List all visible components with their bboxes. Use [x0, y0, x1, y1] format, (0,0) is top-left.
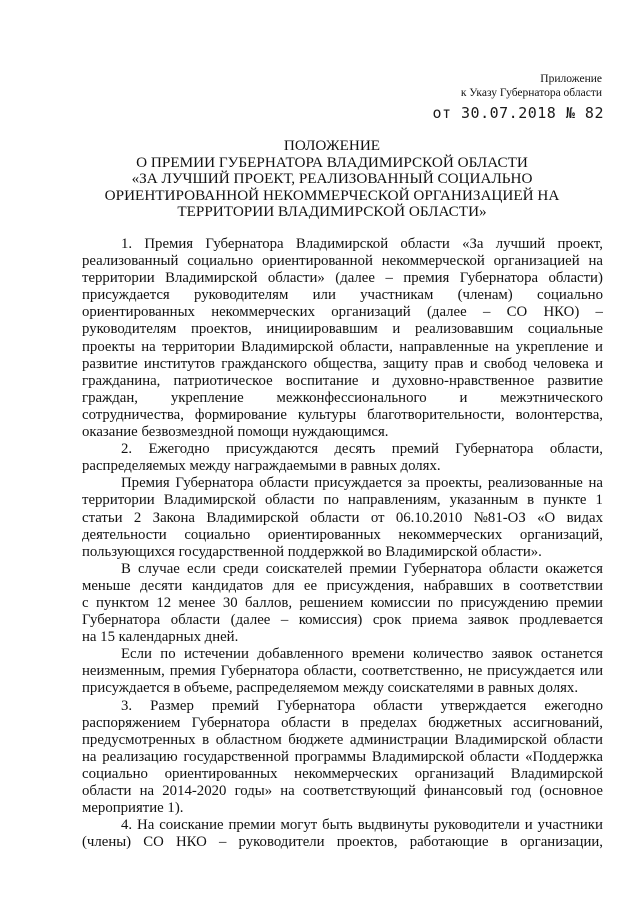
word: баллов, — [245, 594, 293, 611]
word: присуждаются — [225, 441, 318, 458]
word: общества, — [313, 355, 377, 372]
word: организаций — [414, 765, 495, 782]
word: Владимирской — [454, 731, 547, 748]
word: на — [494, 338, 510, 355]
word: 2. — [121, 441, 133, 458]
text-line — [82, 715, 603, 732]
word: организаций, — [519, 526, 603, 543]
word: соискателей — [265, 560, 343, 577]
paragraph — [82, 646, 603, 697]
word: не — [467, 663, 483, 680]
text-line — [82, 834, 603, 851]
paragraph — [82, 236, 603, 441]
title-line: ПОЛОЖЕНИЕ — [283, 137, 381, 154]
word: комиссия) — [298, 612, 363, 629]
word: количество — [412, 646, 484, 663]
word: присуждается — [487, 663, 575, 680]
word: 06.10.2010 — [395, 509, 463, 526]
word: НКО — [175, 834, 207, 851]
text-line — [82, 236, 603, 253]
text-line — [82, 287, 603, 304]
word: бюджетных — [428, 714, 502, 731]
word: добавленного — [257, 646, 344, 663]
word: ориентированных — [164, 765, 278, 782]
word: территории — [82, 492, 155, 509]
word: СО — [506, 304, 528, 321]
word: территории — [82, 270, 155, 287]
word: премии — [228, 817, 276, 834]
word: области — [373, 697, 423, 714]
word: Губернатора — [276, 697, 356, 714]
word: благотворительности, — [367, 406, 505, 423]
word: решением — [299, 594, 364, 611]
word: гражданина, — [82, 372, 161, 389]
word: В — [121, 560, 131, 577]
text-line — [82, 732, 603, 749]
word: области — [265, 492, 315, 509]
word: присуждению — [460, 594, 549, 611]
paragraph — [82, 441, 603, 475]
word: участникам — [360, 287, 434, 304]
word: утверждается — [440, 697, 527, 714]
word: области, — [303, 663, 357, 680]
word: На — [137, 817, 155, 834]
text-line — [82, 390, 603, 407]
text-line: мероприятие 1). — [82, 800, 184, 817]
word: меньше — [82, 577, 131, 594]
word: премии — [555, 594, 603, 611]
word: годы» — [234, 783, 273, 799]
text-line — [82, 441, 603, 458]
word: проектов, — [336, 834, 398, 851]
word: области — [488, 560, 539, 577]
word: реализовавшим — [414, 321, 514, 338]
word: области — [469, 748, 520, 765]
word: или — [579, 663, 603, 680]
paragraph — [82, 817, 603, 851]
word: области, — [339, 338, 393, 355]
word: прав — [434, 355, 464, 372]
word: (членам) — [457, 287, 513, 304]
word: с — [82, 594, 89, 611]
word: реализованные — [487, 475, 583, 492]
word: и — [595, 355, 603, 372]
word: 4. — [121, 817, 133, 834]
word: защиту — [382, 355, 429, 372]
text-line — [82, 595, 603, 612]
word: области» — [267, 270, 325, 287]
word: неизменным, — [82, 663, 165, 680]
word: Губернатора — [82, 612, 161, 629]
word: проекты, — [425, 475, 483, 492]
word: 30 — [222, 594, 238, 611]
text-line — [82, 612, 603, 629]
word: год — [510, 783, 532, 799]
word: в — [527, 492, 535, 509]
word: для — [272, 577, 295, 594]
word: премии — [349, 560, 397, 577]
word: набравших — [423, 577, 494, 594]
word: и — [594, 338, 603, 355]
word: Владимирской — [510, 765, 603, 782]
word: комиссии — [370, 594, 431, 611]
word: институтов — [143, 355, 216, 372]
word: реализацию — [102, 748, 178, 765]
word: времени — [351, 646, 405, 663]
word: 2 — [133, 509, 142, 526]
word: по — [437, 594, 454, 611]
word: некоммерческих — [398, 526, 503, 543]
word: государственной — [183, 748, 289, 765]
text-line — [82, 783, 603, 800]
text-line: на 15 календарных дней. — [82, 629, 239, 646]
word: Если — [121, 646, 152, 663]
word: Владимирской — [163, 492, 256, 509]
word: на — [139, 783, 155, 799]
word: Губернатора — [403, 560, 482, 577]
word: области, — [549, 441, 603, 458]
word: – — [385, 270, 393, 287]
word: №81-ОЗ — [473, 509, 526, 526]
word: 1. — [121, 236, 133, 252]
word: области — [281, 714, 331, 731]
text-line — [82, 698, 603, 715]
word: и — [371, 372, 380, 389]
word: ориентированных — [267, 526, 381, 543]
word: (далее — [427, 304, 467, 321]
word: области — [170, 612, 221, 629]
paragraph — [82, 475, 603, 560]
word: пунктом — [95, 594, 149, 611]
word: Закона — [152, 509, 195, 526]
word: (далее — [230, 612, 271, 629]
word: Размер — [150, 697, 194, 714]
text-line — [82, 270, 603, 287]
text-line — [82, 321, 603, 338]
word: срок — [372, 612, 402, 629]
word: Губернатора — [205, 236, 284, 252]
word: области — [82, 783, 132, 799]
word: среди — [222, 560, 259, 577]
word: в — [341, 714, 349, 731]
word: направленные — [399, 338, 489, 355]
word: пункте — [543, 492, 587, 509]
title-line: О ПРЕМИИ ГУБЕРНАТОРА ВЛАДИМИРСКОЙ ОБЛАСТИ — [136, 153, 528, 171]
word: – — [595, 304, 603, 321]
word: соискание — [159, 817, 224, 834]
text-line — [82, 492, 603, 509]
document-title — [82, 138, 582, 221]
word: – — [218, 834, 227, 851]
title-line: ОРИЕНТИРОВАННОЙ НЕКОММЕРЧЕСКОЙ ОРГАНИЗАЦИЕЙ НА — [104, 186, 560, 204]
word: некоммерческих — [211, 304, 316, 321]
word: на — [588, 253, 603, 270]
word: Премия — [144, 236, 194, 252]
word: предусмотренных — [82, 731, 196, 748]
word: некоммерческой — [381, 253, 485, 270]
word: за — [407, 475, 421, 492]
word: от — [370, 509, 385, 526]
text-line — [82, 817, 603, 834]
word: 1 — [595, 492, 603, 509]
word: если — [186, 560, 216, 577]
word: духовно-нравственное — [392, 372, 535, 389]
word: статьи — [82, 509, 123, 526]
word: свобод — [483, 355, 527, 372]
word: инициировавшим — [266, 321, 378, 338]
word: участники — [537, 817, 603, 834]
word: кандидатов — [191, 577, 264, 594]
word: и — [469, 355, 478, 372]
text-line — [82, 304, 603, 321]
word: организаций — [331, 304, 411, 321]
word: и — [459, 389, 468, 406]
word: 12 — [156, 594, 172, 611]
word: социальные — [527, 321, 603, 338]
word: руководители — [433, 817, 520, 834]
word: развитие — [547, 372, 603, 389]
text-line — [82, 475, 603, 492]
word: ассигнований, — [513, 714, 603, 731]
word: ежегодно — [544, 697, 603, 714]
word: укрепление — [170, 389, 244, 406]
word: на — [82, 748, 97, 765]
word: социально — [537, 287, 603, 304]
word: десять — [334, 441, 376, 458]
text-line — [82, 356, 603, 373]
word: формирование — [194, 406, 287, 423]
word: воспитание — [285, 372, 359, 389]
word: социально — [187, 253, 254, 270]
word: Губернатора — [191, 714, 270, 731]
word: соответственно, — [361, 663, 463, 680]
text-line — [82, 663, 603, 680]
word: «За — [462, 236, 484, 252]
word: распоряжением — [82, 714, 181, 731]
text-line: пользующихся государственной поддержкой во Владимирской области». — [82, 543, 542, 560]
word: области — [400, 236, 450, 252]
word: ориентированной — [261, 253, 373, 270]
paragraph — [82, 561, 603, 646]
word: (члены) — [82, 834, 132, 851]
word: указанным — [449, 492, 519, 509]
word: в — [202, 731, 210, 748]
word: социально — [184, 526, 251, 543]
document-body — [82, 236, 603, 851]
word: приема — [411, 612, 458, 629]
word: администрации — [349, 731, 449, 748]
word: развитие — [82, 355, 138, 372]
word: сотрудничества, — [82, 406, 184, 423]
word: Владимирской — [241, 338, 334, 355]
word: социально — [82, 765, 148, 782]
word: межэтнического — [500, 389, 603, 406]
word: организации, — [519, 834, 603, 851]
word: реализованный — [82, 253, 179, 270]
word: культуры — [297, 406, 357, 423]
word: окажется — [545, 560, 603, 577]
text-line: распределяемых между награждаемыми в равных долях. — [82, 458, 441, 475]
word: премия — [403, 270, 450, 287]
word: руководителям — [82, 321, 177, 338]
word: соответствующий — [302, 783, 416, 799]
word: случае — [137, 560, 180, 577]
word: присуждения, — [326, 577, 415, 594]
word: области — [259, 475, 309, 492]
word: (далее — [335, 270, 375, 287]
word: территории — [162, 338, 235, 355]
text-line — [82, 578, 603, 595]
word: деятельности — [82, 526, 167, 543]
word: человека — [533, 355, 589, 372]
word: программы — [294, 748, 367, 765]
text-line: присуждается в объеме, распределяемом между соискателями в равных долях. — [82, 680, 579, 697]
word: пределах — [359, 714, 418, 731]
title-line: ТЕРРИТОРИИ ВЛАДИМИРСКОЙ ОБЛАСТИ» — [177, 203, 487, 221]
appendix-header — [461, 72, 602, 100]
word: граждан, — [82, 389, 138, 406]
word: и — [524, 817, 533, 834]
word: премий — [391, 441, 439, 458]
text-line — [82, 766, 603, 783]
word: Губернатора — [220, 663, 299, 680]
text-line — [82, 253, 603, 270]
word: работающие — [409, 834, 489, 851]
word: финансовый — [424, 783, 503, 799]
paragraph — [82, 698, 603, 818]
word: 3. — [121, 697, 133, 714]
word: продлевается — [519, 612, 603, 629]
word: некоммерческих — [294, 765, 398, 782]
word: Губернатора — [175, 475, 254, 492]
word: – — [482, 304, 491, 321]
word: межконфессионального — [276, 389, 427, 406]
word: области) — [548, 270, 603, 287]
text-line — [82, 407, 603, 424]
word: «Поддержка — [525, 748, 603, 765]
word: могут — [280, 817, 318, 834]
word: областном — [215, 731, 282, 748]
word: 2014-2020 — [162, 783, 227, 799]
word: руководителям — [194, 287, 289, 304]
word: СО — [143, 834, 164, 851]
word: организацией — [493, 253, 580, 270]
text-line — [82, 646, 603, 663]
word: направлениям, — [347, 492, 441, 509]
word: бюджете — [288, 731, 344, 748]
word: заявок — [468, 612, 509, 629]
word: Владимирской — [295, 236, 389, 252]
word: быть — [322, 817, 353, 834]
word: останется — [540, 646, 603, 663]
word: соответствии — [519, 577, 603, 594]
word: в — [502, 577, 510, 594]
word: премий — [211, 697, 259, 714]
word: укрепление — [515, 338, 589, 355]
appendix-label: Приложение — [540, 73, 602, 85]
text-line — [82, 527, 603, 544]
word: по — [323, 492, 339, 509]
word: лучший — [495, 236, 546, 252]
word: гражданского — [221, 355, 308, 372]
word: истечении — [183, 646, 249, 663]
word: области — [309, 509, 360, 526]
text-line: оказание безвозмездной помощи нуждающимся. — [82, 424, 389, 441]
word: НКО) — [543, 304, 580, 321]
word: Ежегодно — [148, 441, 210, 458]
word: видах — [566, 509, 603, 526]
word: Губернатора — [455, 441, 534, 458]
word: премия — [169, 663, 216, 680]
word: менее — [178, 594, 216, 611]
word: или — [312, 287, 336, 304]
word: ее — [303, 577, 318, 594]
word: Премия — [121, 475, 170, 492]
word: области — [553, 731, 603, 748]
text-line — [82, 510, 603, 527]
text-line — [82, 749, 603, 766]
title-line: «ЗА ЛУЧШИЙ ПРОЕКТ, РЕАЛИЗОВАННЫЙ СОЦИАЛЬНО — [131, 170, 533, 188]
word: проект, — [557, 236, 603, 252]
word: ориентированных — [82, 304, 195, 321]
word: по — [160, 646, 176, 663]
word: на — [280, 783, 295, 799]
word: Губернатора — [459, 270, 539, 287]
text-line — [82, 373, 603, 390]
word: заявок — [491, 646, 533, 663]
word: патриотическое — [173, 372, 273, 389]
word: (основное — [539, 783, 603, 799]
word: на — [141, 338, 156, 355]
word: «О — [537, 509, 556, 526]
word: – — [280, 612, 289, 629]
word: Владимирской — [371, 748, 465, 765]
word: проекты — [82, 338, 135, 355]
word: в — [500, 834, 508, 851]
word: и — [392, 321, 401, 338]
word: Владимирской — [206, 509, 299, 526]
decree-date-number: от 30.07.2018 № 82 — [432, 104, 604, 122]
text-line — [82, 561, 603, 578]
word: проектов, — [190, 321, 252, 338]
text-line — [82, 339, 603, 356]
word: десяти — [140, 577, 183, 594]
word: волонтерства, — [515, 406, 603, 423]
word: руководители — [238, 834, 325, 851]
word: на — [588, 475, 603, 492]
word: присуждается — [314, 475, 403, 492]
word: Владимирской — [165, 270, 258, 287]
word: присуждается — [82, 287, 170, 304]
appendix-reference: к Указу Губернатора области — [460, 87, 602, 99]
word: выдвинуты — [357, 817, 429, 834]
